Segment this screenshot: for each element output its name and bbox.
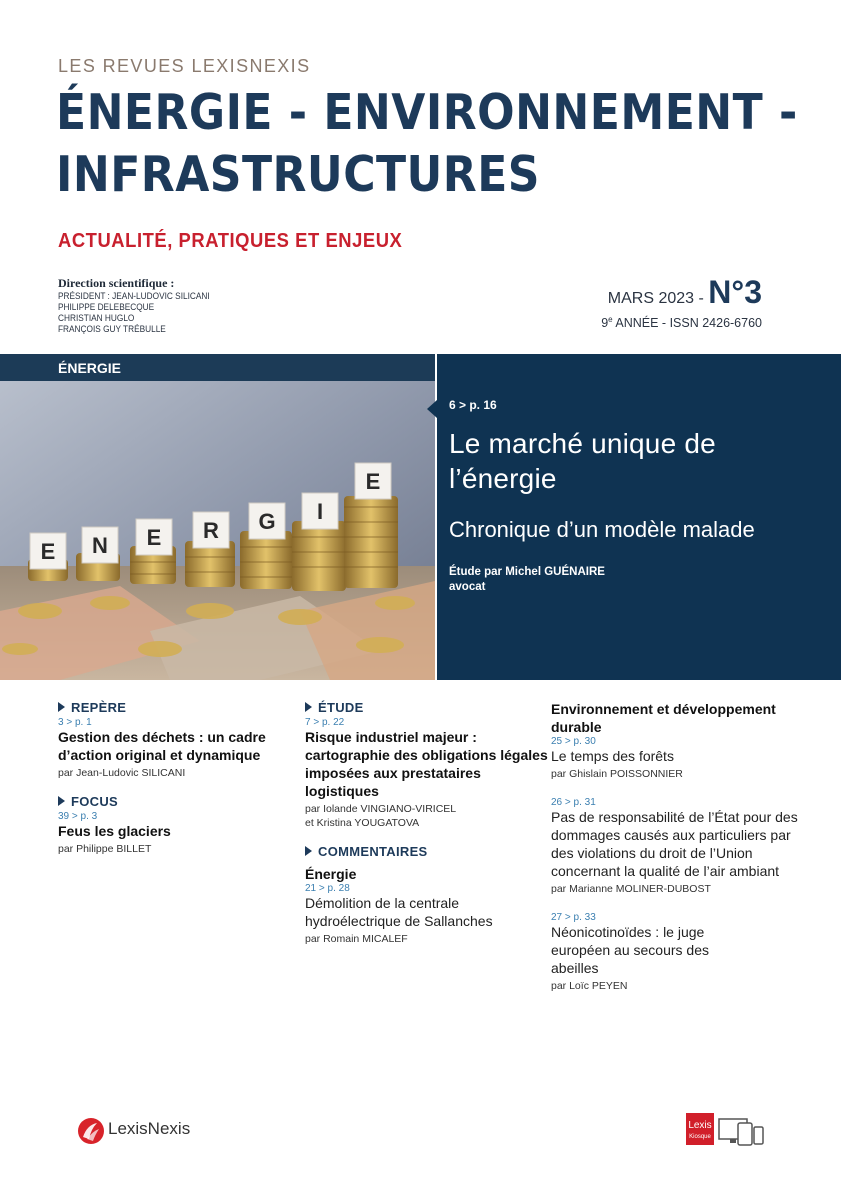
article-author: par Iolande VINGIANO-VIRICEL et Kristina YOUGATOVA [305, 803, 457, 829]
energy-coins-photo [0, 381, 435, 680]
feature-author-role: avocat [449, 581, 486, 593]
section-etude: ÉTUDE [305, 700, 555, 715]
issue-year-issn: 9e ANNÉE - ISSN 2426-6760 [601, 315, 762, 331]
section-commentaires: COMMENTAIRES [305, 844, 555, 859]
tile-letter: N [92, 533, 108, 558]
category-heading: Énergie [305, 866, 357, 882]
column-1 [58, 700, 308, 856]
issue-date: MARS 2023 - [607, 290, 704, 307]
kiosk-label: Lexis [688, 1120, 712, 1131]
triangle-icon [58, 702, 65, 712]
article-ref: 7 > p. 22 [305, 717, 345, 728]
column-3 [551, 700, 816, 993]
article-author: par Loïc PEYEN [551, 980, 628, 992]
article-ref: 25 > p. 30 [551, 736, 596, 747]
title-line-2: INFRASTRUCTURES [56, 146, 541, 203]
triangle-icon [305, 846, 312, 856]
article-author: par Ghislain POISSONNIER [551, 768, 683, 780]
category-heading: Environnement et développement durable [551, 701, 776, 735]
article-author: par Philippe BILLET [58, 843, 152, 855]
article-ref: 27 > p. 33 [551, 912, 596, 923]
phone-icon [754, 1127, 763, 1144]
direction-member: PHILIPPE DELEBECQUE [58, 302, 155, 312]
article-title[interactable]: Risque industriel majeur : cartographie des obligations légales imposées aux prestataires logistiques [305, 729, 548, 799]
section-repere: REPÈRE [58, 700, 308, 715]
feature-reference: 6 > p. 16 [449, 398, 497, 412]
section-label: ÉNERGIE [58, 360, 122, 376]
scientific-direction [58, 276, 358, 335]
article-ref: 21 > p. 28 [305, 883, 350, 894]
issue-number: N°3 [708, 274, 762, 310]
feature-pointer [427, 400, 437, 418]
journal-title [56, 82, 798, 206]
direction-member: CHRISTIAN HUGLO [58, 313, 135, 323]
article-ref: 3 > p. 1 [58, 717, 92, 728]
feature-image-panel [0, 354, 435, 680]
issue-info [601, 274, 762, 330]
lexisnexis-logo-icon [77, 1117, 105, 1145]
tile-letter: E [146, 525, 162, 550]
article-title[interactable]: Néonicotinoïdes : le juge européen au secours des abeilles [551, 924, 709, 976]
direction-member: PRÉSIDENT : JEAN-LUDOVIC SILICANI [58, 291, 210, 301]
article-author: par Marianne MOLINER-DUBOST [551, 883, 711, 895]
article-title[interactable]: Gestion des déchets : un cadre d’action original et dynamique [58, 729, 266, 763]
feature-author: Étude par Michel GUÉNAIRE avocat [449, 566, 605, 593]
tablet-icon [738, 1123, 752, 1145]
series-name: LES REVUES LEXISNEXIS [58, 56, 311, 76]
triangle-icon [305, 702, 312, 712]
direction-member: FRANÇOIS GUY TRÉBULLE [58, 324, 166, 334]
tile-letter: E [40, 539, 56, 564]
direction-label: Direction scientifique : [58, 276, 175, 290]
article-title[interactable]: Démolition de la centrale hydroélectrique de Sallanches [305, 895, 493, 929]
publisher-name: LexisNexis [108, 1119, 191, 1138]
article-title[interactable]: Pas de responsabilité de l’État pour des dommages causés aux particuliers par des violations du droit de l’Union concernant la qualité de l’air ambiant [551, 809, 798, 879]
feature-article-panel[interactable] [437, 354, 841, 680]
kiosk-sublabel: Kiosque [689, 1134, 711, 1140]
triangle-icon [58, 796, 65, 806]
article-author: par Jean-Ludovic SILICANI [58, 767, 186, 779]
article-ref: 39 > p. 3 [58, 811, 98, 822]
article-author: par Romain MICALEF [305, 933, 408, 945]
section-label-bar [0, 354, 435, 381]
section-focus: FOCUS [58, 794, 308, 809]
article-title[interactable]: Feus les glaciers [58, 823, 171, 839]
tile-letter: E [365, 469, 381, 494]
title-line-1: ÉNERGIE - ENVIRONNEMENT - [56, 84, 798, 141]
tile-letter: I [316, 499, 324, 524]
tile-letter: G [258, 509, 276, 534]
lexis-kiosque-badge [686, 1113, 766, 1147]
tile-letter: R [203, 518, 219, 543]
feature-title[interactable]: Le marché unique de l’énergie [449, 428, 716, 494]
article-ref: 26 > p. 31 [551, 797, 596, 808]
article-title[interactable]: Le temps des forêts [551, 748, 674, 764]
feature-subtitle: Chronique d’un modèle malade [449, 517, 755, 542]
column-2 [305, 700, 555, 946]
journal-subtitle: ACTUALITÉ, PRATIQUES ET ENJEUX [58, 230, 403, 252]
